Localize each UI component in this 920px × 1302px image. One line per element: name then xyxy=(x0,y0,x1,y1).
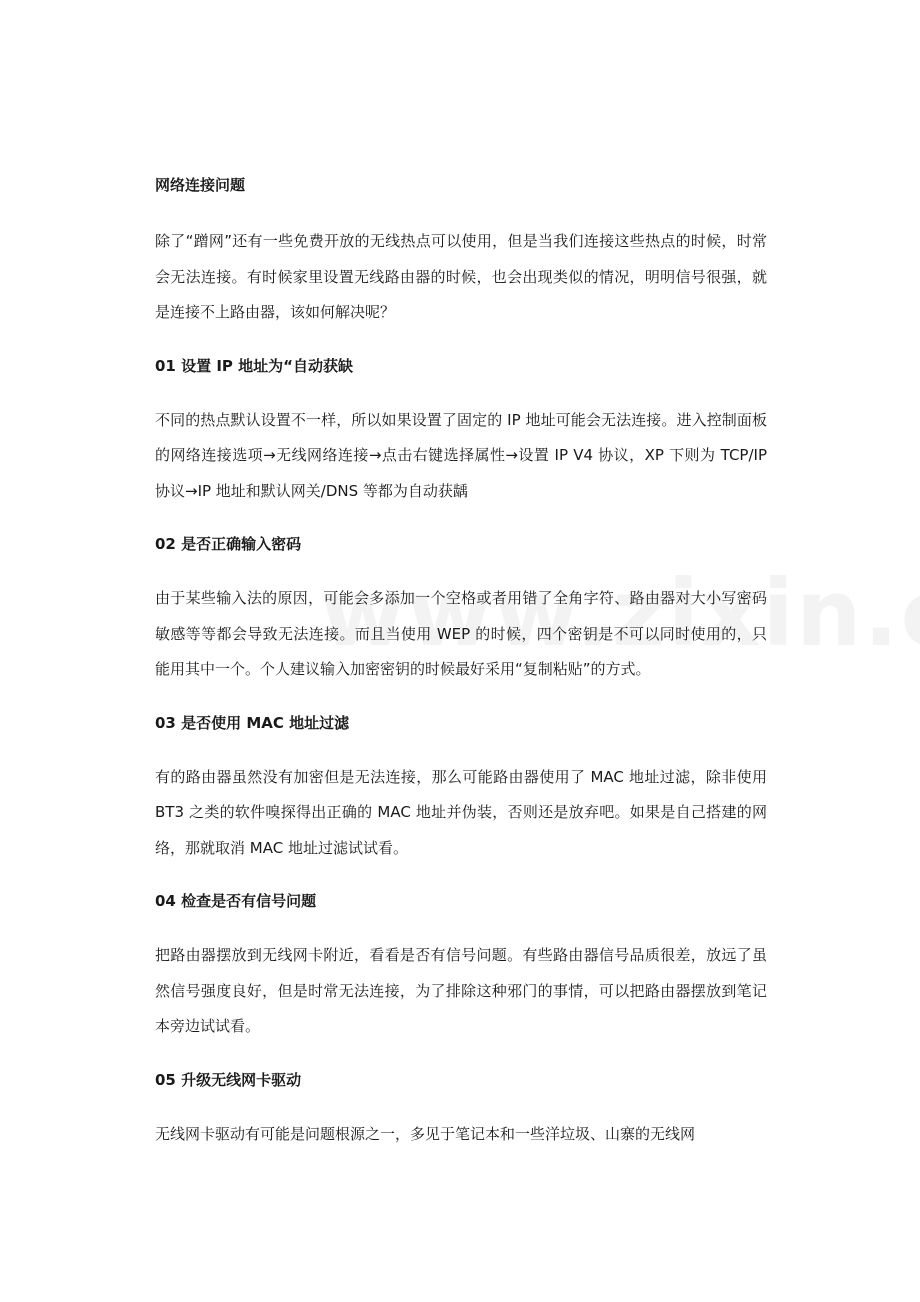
section-body-02: 由于某些输入法的原因，可能会多添加一个空格或者用错了全角字符、路由器对大小写密码敏感等等都会导致无法连接。而且当使用 WEP 的时候，四个密钥是不可以同时使用的，只能用其中一个。个人建议输入加密密钥的时候最好采用“复制粘贴”的方式。 xyxy=(155,589,767,678)
section-heading-02: 02 是否正确输入密码 xyxy=(155,535,302,553)
section-heading-04: 04 检查是否有信号问题 xyxy=(155,892,317,910)
section-heading-03: 03 是否使用 MAC 地址过滤 xyxy=(155,713,350,732)
section-heading-01: 01 设置 IP 地址为“自动获缺 xyxy=(155,356,353,375)
section-heading-05: 05 升级无线网卡驱动 xyxy=(155,1070,302,1089)
document-content xyxy=(155,170,767,1162)
document-title: 网络连接问题 xyxy=(155,176,246,194)
section-body-03: 有的路由器虽然没有加密但是无法连接，那么可能路由器使用了 MAC 地址过滤，除非使用 BT3 之类的软件嗅探得出正确的 MAC 地址并伪装，否则还是放弃吧。如果是自己搭建的网络，那就取消 MAC 地址过滤试试看。 xyxy=(155,767,767,857)
intro-paragraph: 除了“蹭网”还有一些免费开放的无线热点可以使用，但是当我们连接这些热点的时候，时常会无法连接。有时候家里设置无线路由器的时候，也会出现类似的情况，明明信号很强，就是连接不上路由器，该如何解决呢？ xyxy=(155,232,767,321)
section-body-04: 把路由器摆放到无线网卡附近，看看是否有信号问题。有些路由器信号品质很差，放远了虽然信号强度良好，但是时常无法连接，为了排除这种邪门的事情，可以把路由器摆放到笔记本旁边试试看。 xyxy=(155,946,767,1035)
section-body-01: 不同的热点默认设置不一样，所以如果设置了固定的 IP 地址可能会无法连接。进入控制面板的网络连接选项→无线网络连接→点击右键选择属性→设置 IP V4 协议，XP 下则为 TCP/IP 协议→IP 地址和默认网关/DNS 等都为自动获龋 xyxy=(155,410,767,500)
section-body-05: 无线网卡驱动有可能是问题根源之一，多见于笔记本和一些洋垃圾、山寨的无线网 xyxy=(155,1124,696,1143)
